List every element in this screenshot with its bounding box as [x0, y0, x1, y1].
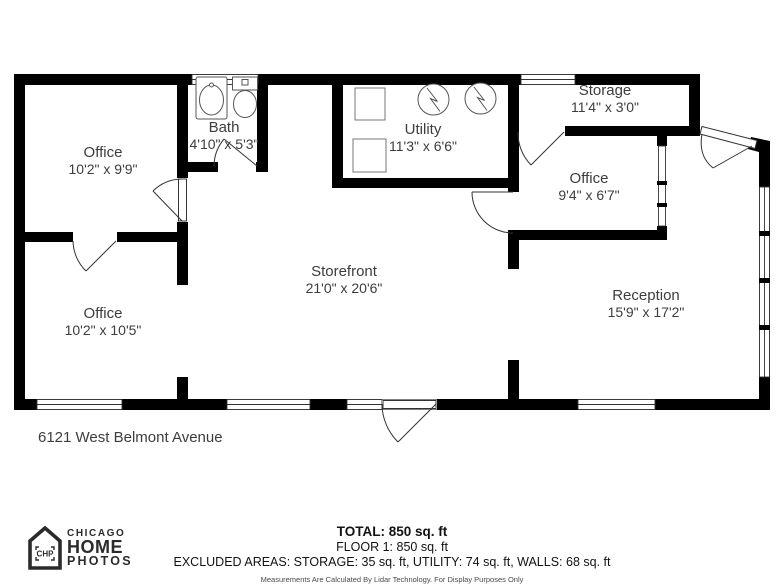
- wall-storage-bottom-left: [508, 126, 518, 136]
- measurement-disclaimer: Measurements Are Calculated By Lidar Technology. For Display Purposes Only: [260, 575, 524, 584]
- window-reception-bottom: [578, 400, 655, 410]
- door-main-entrance: [382, 400, 437, 443]
- water-heater-icon-2: [465, 83, 496, 114]
- window-storefront-right: [347, 400, 382, 410]
- toilet-icon: [233, 77, 258, 118]
- logo-line-1: CHICAGO: [67, 528, 126, 539]
- room-dims: 21'0" x 20'6": [305, 280, 383, 296]
- logo-badge: CHP: [36, 549, 54, 559]
- sink-icon: [196, 77, 227, 119]
- window-reception-right: [759, 187, 770, 377]
- utility-equipment-squares: [353, 88, 386, 172]
- room-name: Office: [83, 144, 123, 161]
- wall-storage-right: [689, 74, 700, 135]
- wall-office-r-glaze-cap-top: [657, 135, 667, 146]
- room-dims: 4'10" x 5'3": [189, 136, 259, 152]
- wall-office-tl-right-b: [177, 222, 188, 285]
- window-storage: [521, 75, 575, 85]
- room-name: Storage: [578, 82, 632, 99]
- wall-bath-bottom-right: [256, 162, 268, 172]
- room-name: Reception: [612, 287, 680, 304]
- room-name: Office: [83, 305, 123, 322]
- room-label-reception: [608, 287, 685, 320]
- window-storefront-left: [227, 400, 310, 410]
- room-name: Office: [569, 170, 609, 187]
- floor-area: FLOOR 1: 850 sq. ft: [336, 540, 448, 554]
- wall-bath-bottom-left: [177, 162, 218, 172]
- room-label-utility: [389, 121, 457, 154]
- door-office-top-left: [153, 179, 187, 221]
- room-label-bath: [190, 119, 259, 152]
- door-corner-entrance: [700, 127, 757, 169]
- window-office-ll: [37, 400, 122, 410]
- door-office-right-top: [518, 132, 564, 165]
- chicago-home-photos-logo: [28, 526, 133, 570]
- wall-office-r-bottom: [508, 230, 667, 240]
- room-dims: 10'2" x 10'5": [64, 322, 142, 338]
- room-name: Storefront: [311, 263, 377, 280]
- glass-partition-office-r: [657, 146, 667, 226]
- wall-storage-bottom-right: [565, 126, 700, 136]
- room-label-storefront: [306, 263, 383, 296]
- room-name: Bath: [208, 119, 240, 136]
- wall-center-spine-c: [508, 360, 519, 410]
- wall-office-r-glaze-cap-bottom: [657, 226, 667, 237]
- room-name: Utility: [404, 121, 442, 138]
- house-icon: [28, 526, 62, 570]
- doors: [73, 127, 757, 443]
- room-dims: 15'9" x 17'2": [607, 304, 685, 320]
- room-dims: 10'2" x 9'9": [68, 161, 138, 177]
- door-office-right-side: [472, 192, 513, 233]
- property-address: 6121 West Belmont Avenue: [38, 429, 223, 446]
- wall-utility-bottom: [332, 178, 512, 188]
- excluded-areas: EXCLUDED AREAS: STORAGE: 35 sq. ft, UTILITY: 74 sq. ft, WALLS: 68 sq. ft: [173, 555, 611, 569]
- wall-office-divider-left: [14, 232, 73, 242]
- room-dims: 9'4" x 6'7": [558, 187, 620, 203]
- room-label-office-right: [558, 170, 619, 203]
- wall-bath-right: [257, 74, 268, 172]
- room-label-office-top-left: [69, 144, 138, 177]
- door-office-divider: [73, 241, 116, 271]
- room-label-office-lower-left: [65, 305, 142, 338]
- water-heater-icon: [418, 84, 449, 115]
- logo-line-3: PHOTOS: [67, 554, 133, 568]
- room-label-storage: [571, 82, 639, 115]
- logo-wordmark: [67, 528, 133, 568]
- room-dims: 11'4" x 3'0": [571, 99, 639, 115]
- wall-office-ll-right: [177, 377, 188, 404]
- total-area: TOTAL: 850 sq. ft: [336, 524, 448, 539]
- room-dims: 11'3" x 6'6": [389, 138, 457, 154]
- wall-office-divider-right: [117, 232, 188, 242]
- wall-utility-left: [332, 74, 343, 188]
- logo-line-2: HOME: [67, 537, 123, 557]
